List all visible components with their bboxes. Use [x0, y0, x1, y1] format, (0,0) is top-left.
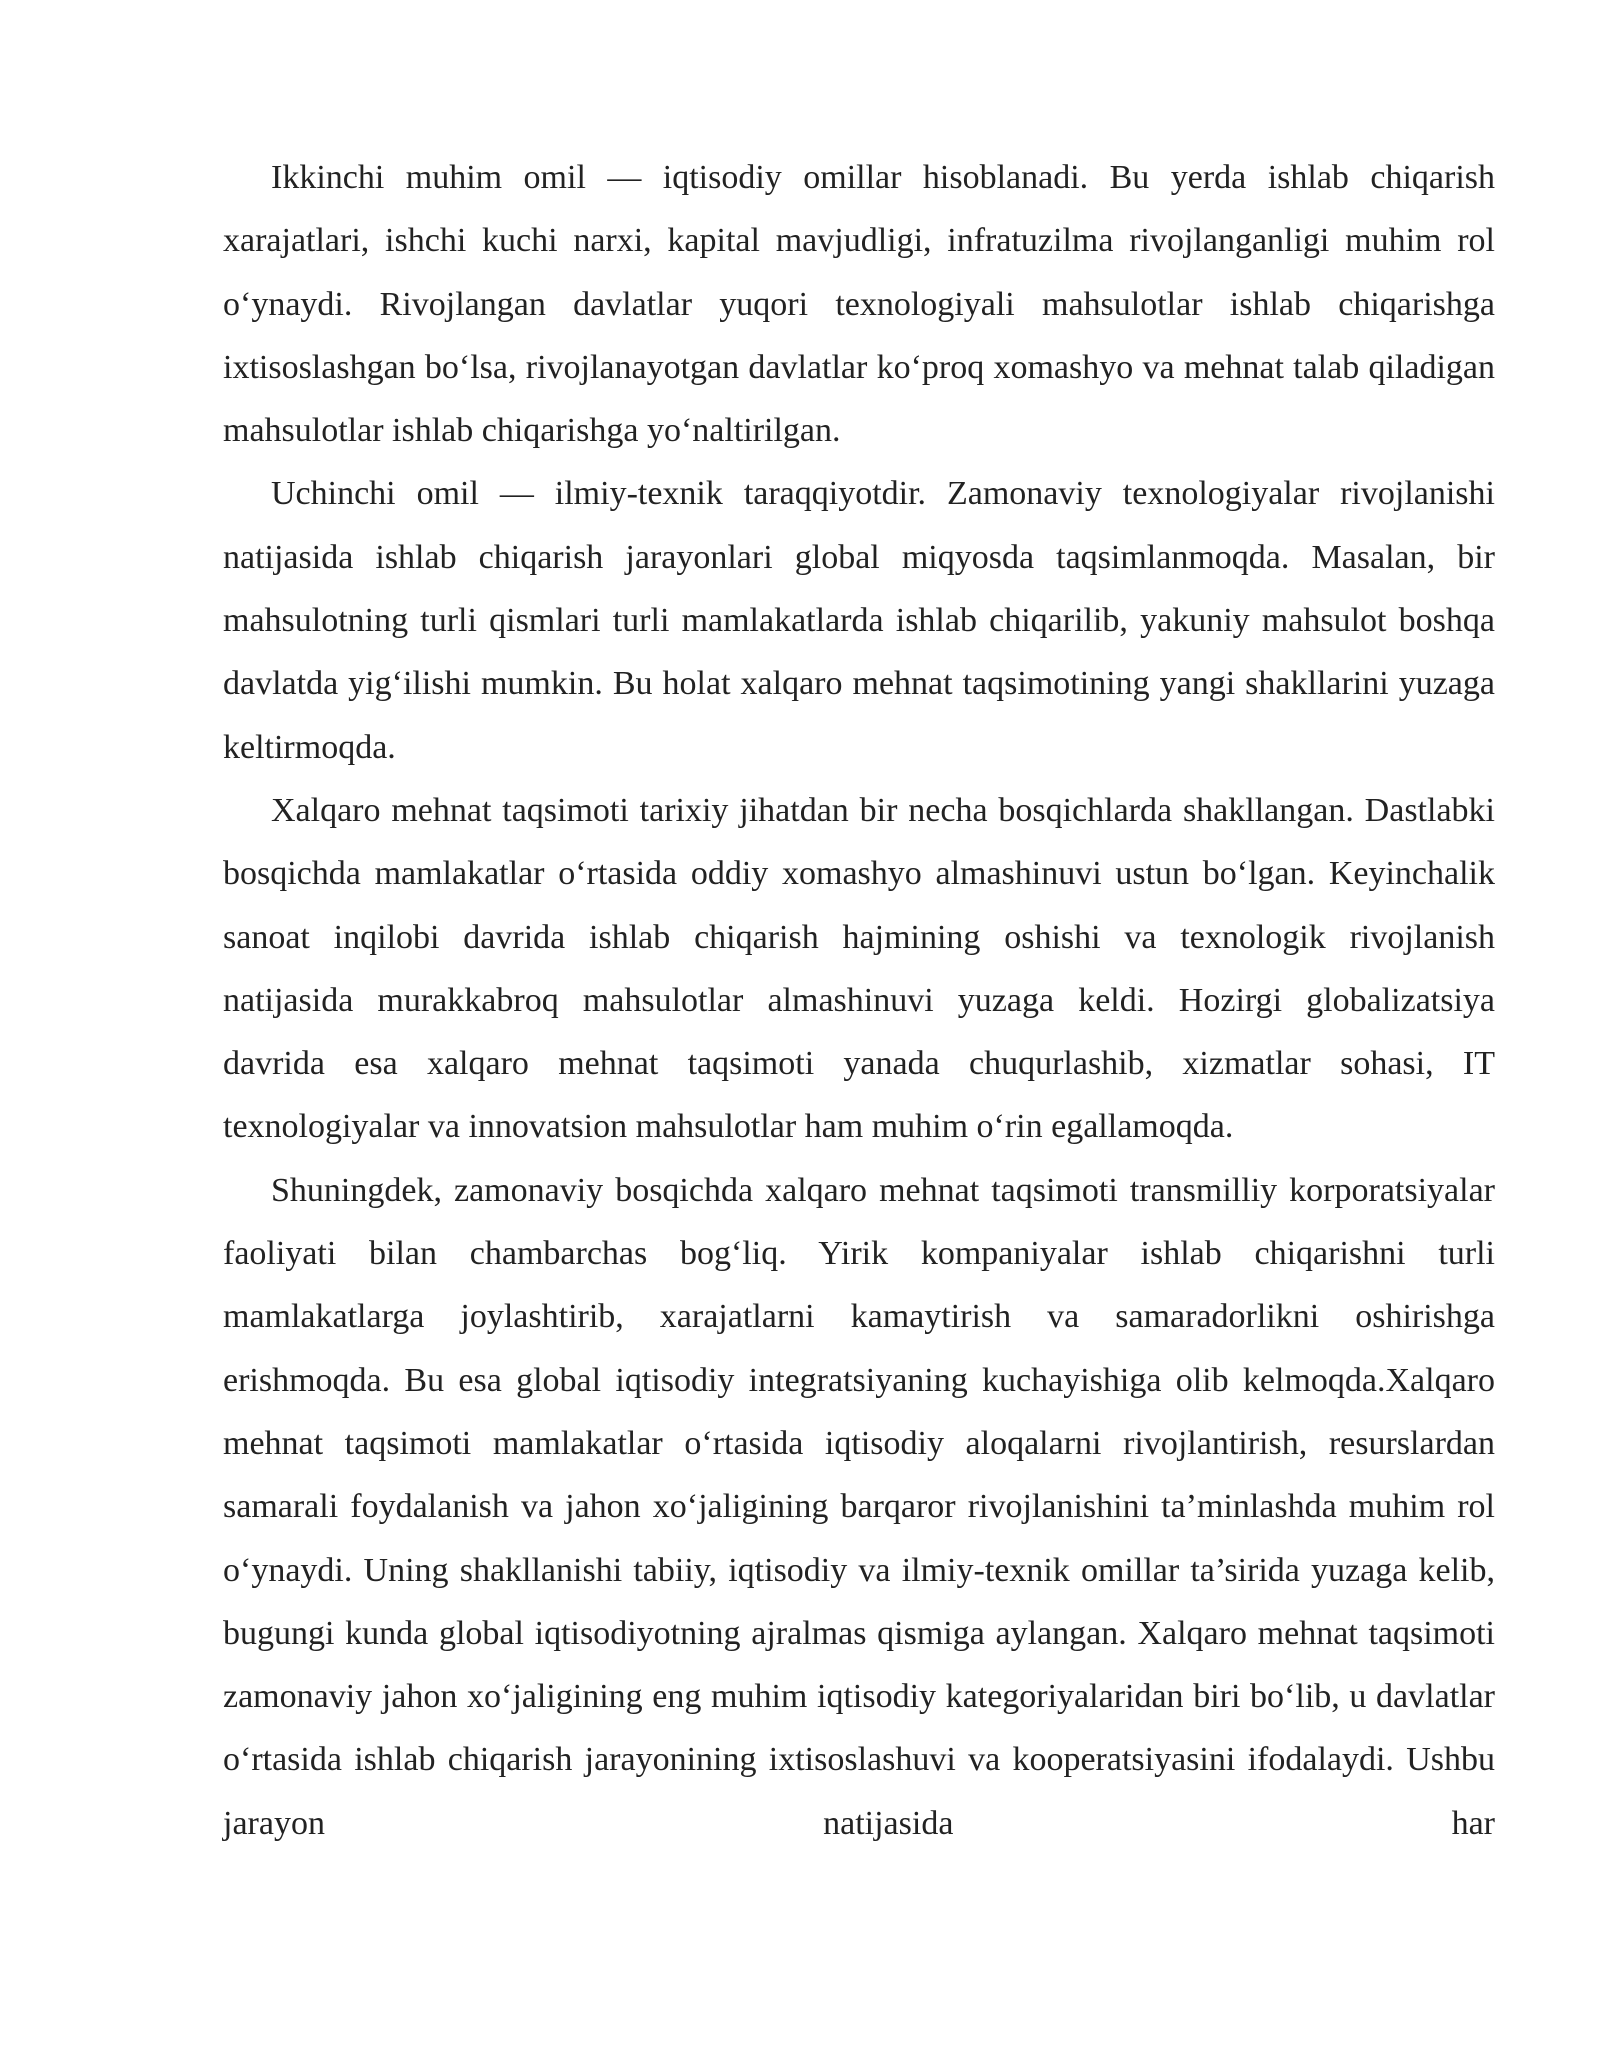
paragraph-scientific-technical-progress: Uchinchi omil — ilmiy-texnik taraqqiyotdir. Zamonaviy texnologiyalar rivojlanishi natijasida ishlab chiqarish jarayonlari global miqyosda taqsimlanmoqda. Masalan, bir mahsulotning turli qismlari turli mamlakatlarda ishlab chiqarilib, yakuniy mahsulot boshqa davlatda yig‘ilishi mumkin. Bu holat xalqaro mehnat taqsimotining yangi shakllarini yuzaga keltirmoqda.	[223, 475, 1495, 766]
paragraph-historical-stages: Xalqaro mehnat taqsimoti tarixiy jihatdan bir necha bosqichlarda shakllangan. Dastlabki bosqichda mamlakatlar o‘rtasida oddiy xomashyo almashinuvi ustun bo‘lgan. Keyinchalik sanoat inqilobi davrida ishlab chiqarish hajmining oshishi va texnologik rivojlanish natijasida murakkabroq mahsulotlar almashinuvi yuzaga keldi. Hozirgi globalizatsiya davrida esa xalqaro mehnat taqsimoti yanada chuqurlashib, xizmatlar sohasi, IT texnologiyalar va innovatsion mahsulotlar ham muhim o‘rin egallamoqda.	[223, 791, 1495, 1146]
paragraph-economic-factors: Ikkinchi muhim omil — iqtisodiy omillar hisoblanadi. Bu yerda ishlab chiqarish xarajatlari, ishchi kuchi narxi, kapital mavjudligi, infratuzilma rivojlanganligi muhim rol o‘ynaydi. Rivojlangan davlatlar yuqori texnologiyali mahsulotlar ishlab chiqarishga ixtisoslashgan bo‘lsa, rivojlanayotgan davlatlar ko‘proq xomashyo va mehnat talab qiladigan mahsulotlar ishlab chiqarishga yo‘naltirilgan.	[223, 159, 1495, 450]
document-body	[223, 146, 1495, 1855]
paragraph-transnational-corporations: Shuningdek, zamonaviy bosqichda xalqaro mehnat taqsimoti transmilliy korporatsiyalar faoliyati bilan chambarchas bog‘liq. Yirik kompaniyalar ishlab chiqarishni turli mamlakatlarga joylashtirib, xarajatlarni kamaytirish va samaradorlikni oshirishga erishmoqda. Bu esa global iqtisodiy integratsiyaning kuchayishiga olib kelmoqda.Xalqaro mehnat taqsimoti mamlakatlar o‘rtasida iqtisodiy aloqalarni rivojlantirish, resurslardan samarali foydalanish va jahon xo‘jaligining barqaror rivojlanishini ta’minlashda muhim rol o‘ynaydi. Uning shakllanishi tabiiy, iqtisodiy va ilmiy-texnik omillar ta’sirida yuzaga kelib, bugungi kunda global iqtisodiyotning ajralmas qismiga aylangan. Xalqaro mehnat taqsimoti zamonaviy jahon xo‘jaligining eng muhim iqtisodiy kategoriyalaridan biri bo‘lib, u davlatlar o‘rtasida ishlab chiqarish jarayonining ixtisoslashuvi va kooperatsiyasini ifodalaydi. Ushbu jarayon natijasida har	[223, 1171, 1495, 1842]
